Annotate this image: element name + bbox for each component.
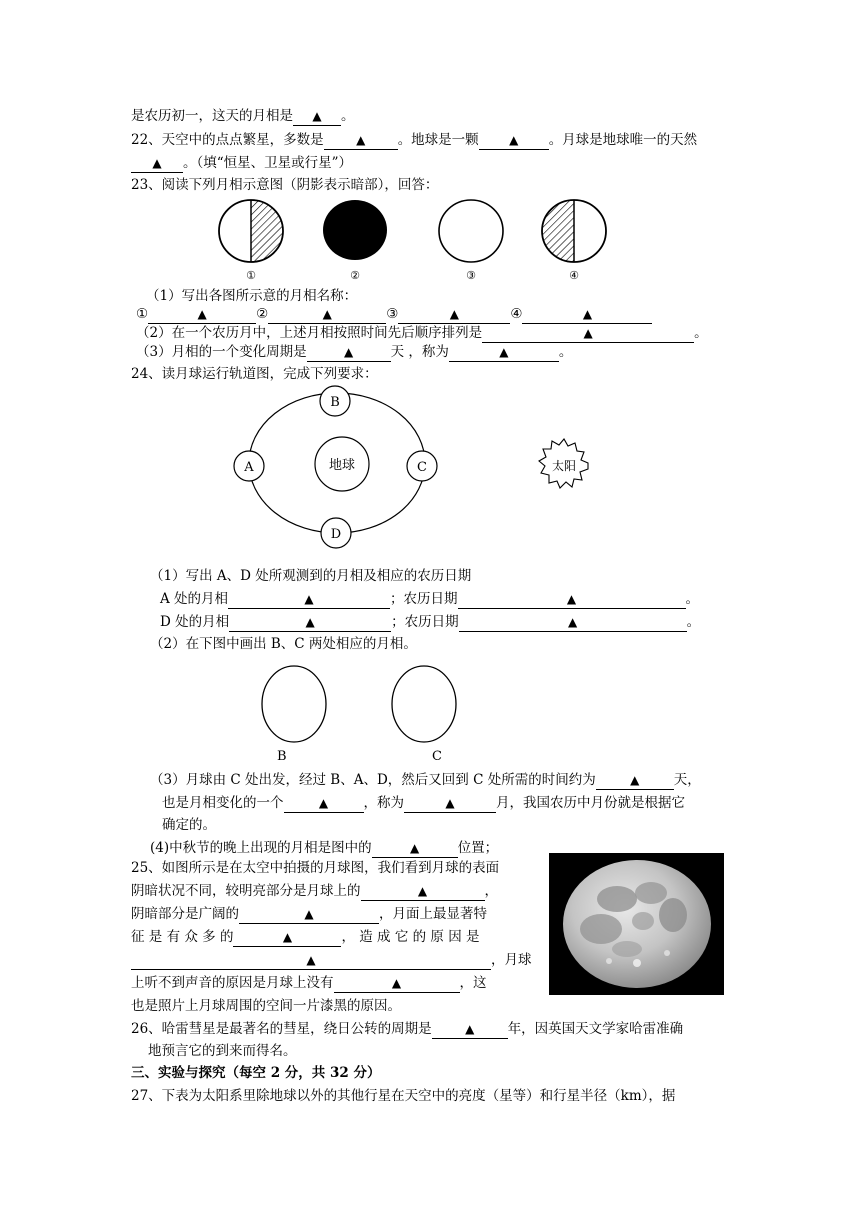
figure-label-1: ① <box>246 269 256 282</box>
answer-blank[interactable]: ▲ <box>229 614 391 632</box>
q26-line1: 26、哈雷彗星是最著名的彗星，绕日公转的周期是 ▲ 年，因英国天文学家哈雷准确 <box>131 1021 684 1037</box>
q24-sub1: （1）写出 A、D 处所观测到的月相及相应的农历日期 <box>150 568 472 584</box>
figure-label-2: ② <box>350 269 360 282</box>
svg-text:D: D <box>330 527 342 542</box>
answer-blank[interactable]: ▲ <box>404 795 496 813</box>
answer-blank[interactable]: ▲ <box>596 772 674 790</box>
answer-blank[interactable]: ▲ <box>239 906 379 924</box>
svg-text:A: A <box>244 460 254 475</box>
q23-name-blanks: ① ▲ ② ▲ ③ ▲ ④ ▲ <box>136 304 652 324</box>
answer-blank[interactable]: ▲ <box>522 306 652 324</box>
draw-circle-c[interactable] <box>392 666 456 742</box>
q24-sub2: （2）在下图中画出 B、C 两处相应的月相。 <box>150 636 417 652</box>
q24-title: 24、读月球运行轨道图，完成下列要求： <box>131 366 378 382</box>
q24-sub3-line1: （3）月球由 C 处出发，经过 B、A、D，然后又回到 C 处所需的时间约为 ▲ 天， <box>150 772 701 788</box>
q25-line5: ▲ ，月球 <box>131 950 532 970</box>
draw-label-c: C <box>432 749 442 764</box>
section-3-heading: 三、实验与探究（每空 2 分，共 32 分） <box>131 1065 381 1081</box>
q23-sub3: （3）月相的一个变化周期是 ▲ 天 ，称为 ▲ 。 <box>136 344 573 360</box>
q23-title: 23、阅读下列月相示意图（阴影表示暗部），回答： <box>131 177 439 193</box>
answer-blank[interactable]: ▲ <box>398 306 510 324</box>
q24-sub4: (4)中秋节的晚上出现的月相是图中的 ▲ 位置； <box>150 840 499 856</box>
draw-label-b: B <box>277 749 287 764</box>
answer-blank[interactable]: ▲ <box>361 883 485 901</box>
q23-sub2: （2）在一个农历月中，上述月相按照时间先后顺序排列是 ▲ 。 <box>136 325 708 341</box>
answer-blank[interactable]: ▲ <box>479 132 549 150</box>
q25-line7: 也是照片上月球周围的空间一片漆黑的原因。 <box>131 998 401 1014</box>
answer-blank[interactable]: ▲ <box>482 325 694 343</box>
answer-blank[interactable]: ▲ <box>324 132 398 150</box>
q22-line1: 22、天空中的点点繁星，多数是 ▲ 。地球是一颗 ▲ 。月球是地球唯一的天然 <box>131 132 698 148</box>
answer-blank[interactable]: ▲ <box>432 1021 508 1039</box>
figure-label-3: ③ <box>466 269 476 282</box>
moon-photo <box>549 853 724 995</box>
sun-label: 太阳 <box>551 459 577 473</box>
figure-label-4: ④ <box>569 269 579 282</box>
answer-blank[interactable]: ▲ <box>131 155 183 173</box>
answer-blank[interactable]: ▲ <box>284 795 364 813</box>
q25-line2: 阴暗状况不同，较明亮部分是月球上的 ▲ ， <box>131 883 498 899</box>
draw-area <box>255 660 475 768</box>
answer-blank[interactable]: ▲ <box>334 975 460 993</box>
q25-line3: 阴暗部分是广阔的 ▲ ，月面上最显著特 <box>131 906 487 922</box>
moon-phase-figures <box>200 195 620 285</box>
q25-line4: 征 是 有 众 多 的 ▲ ， 造 成 它 的 原 因 是 <box>131 929 480 945</box>
answer-blank[interactable]: ▲ <box>268 306 386 324</box>
answer-blank[interactable]: ▲ <box>233 929 341 947</box>
answer-blank[interactable]: ▲ <box>131 952 491 970</box>
moon-figure-4 <box>542 200 606 262</box>
answer-blank[interactable]: ▲ <box>449 344 559 362</box>
q25-line1: 25、如图所示是在太空中拍摄的月球图，我们看到月球的表面 <box>131 860 500 876</box>
answer-blank[interactable]: ▲ <box>458 591 686 609</box>
draw-circle-b[interactable] <box>262 666 326 742</box>
intro-line: 是农历初一，这天的月相是 ▲ 。 <box>131 108 355 124</box>
answer-blank[interactable]: ▲ <box>459 614 687 632</box>
moon-figure-2 <box>323 200 387 260</box>
moon-figure-1 <box>219 200 283 262</box>
q24-a-line: A 处的月相 ▲ ；农历日期 ▲ 。 <box>160 591 700 607</box>
earth-label: 地球 <box>328 458 356 473</box>
answer-blank[interactable]: ▲ <box>228 591 390 609</box>
q25-line6: 上听不到声音的原因是月球上没有 ▲ ，这 <box>131 975 487 991</box>
q22-line2: ▲ 。（填“恒星、卫星或行星”） <box>131 153 352 173</box>
answer-blank[interactable]: ▲ <box>148 306 256 324</box>
q23-sub1: （1）写出各图所示意的月相名称： <box>146 288 358 304</box>
svg-text:B: B <box>330 395 340 410</box>
answer-blank[interactable]: ▲ <box>307 344 391 362</box>
q24-sub3-line2: 也是月相变化的一个 ▲ ，称为 ▲ 月，我国农历中月份就是根据它 <box>162 795 685 811</box>
svg-text:C: C <box>417 460 427 475</box>
q24-sub3-line3: 确定的。 <box>162 817 216 833</box>
q27-line1: 27、下表为太阳系里除地球以外的其他行星在天空中的亮度（星等）和行星半径（km），据 <box>131 1088 676 1104</box>
q26-line2: 地预言它的到来而得名。 <box>148 1043 297 1059</box>
answer-blank[interactable]: ▲ <box>372 840 458 858</box>
answer-blank[interactable]: ▲ <box>293 108 341 126</box>
q24-d-line: D 处的月相 ▲ ；农历日期 ▲ 。 <box>160 614 701 630</box>
moon-figure-3 <box>439 200 503 262</box>
moon-orbit-diagram <box>225 380 625 552</box>
